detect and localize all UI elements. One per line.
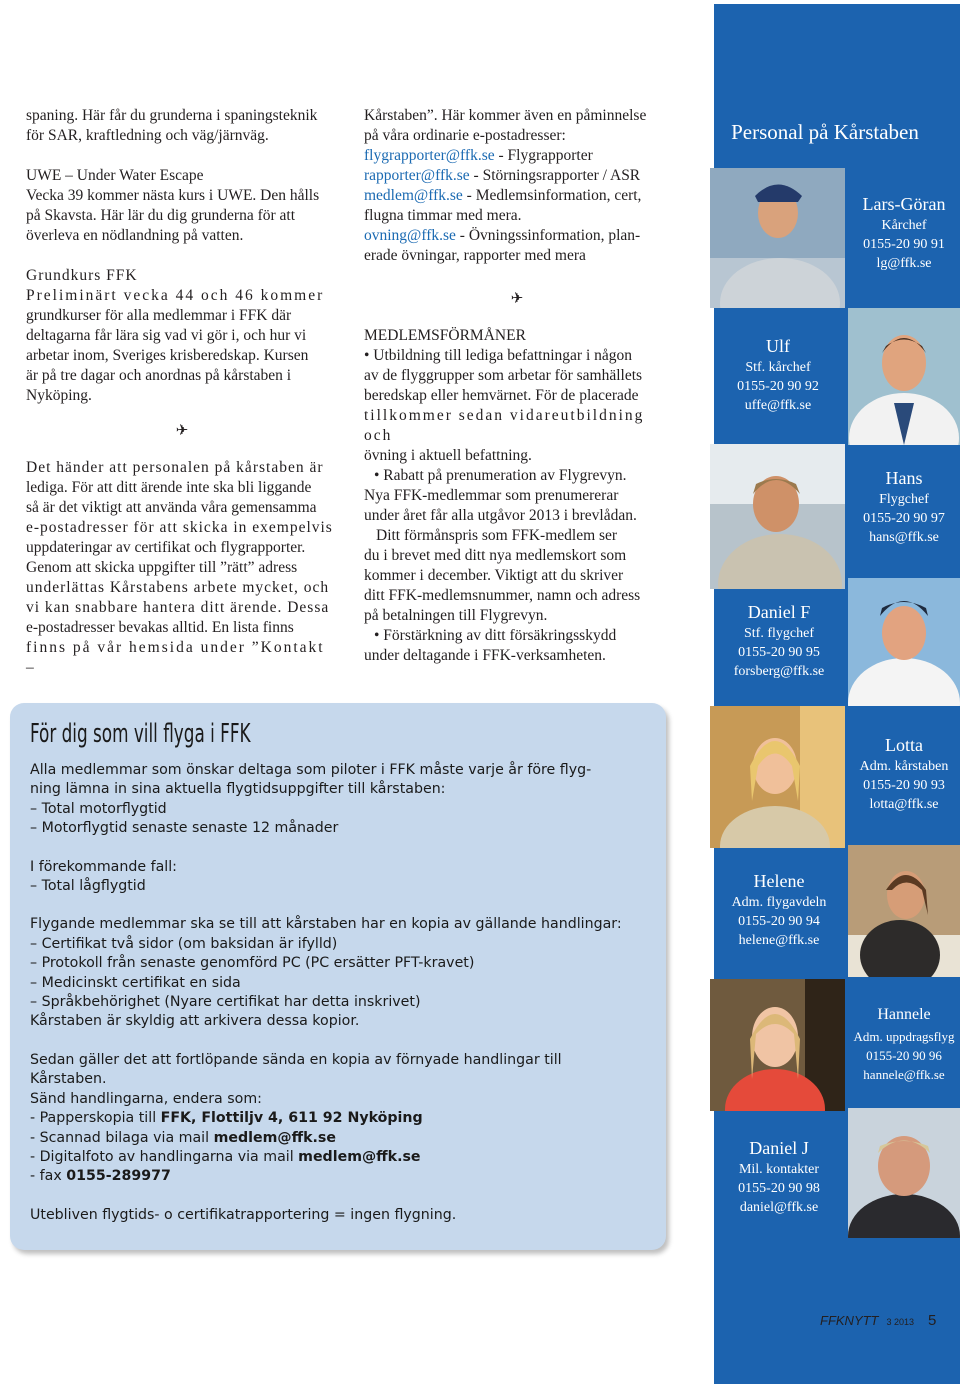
formaner-line: • Utbildning till lediga befattningar i någon — [364, 347, 633, 364]
staff-email[interactable]: daniel@ffk.se — [739, 1200, 819, 1215]
contact-line: e-postadresser för att skicka in exempelvis — [26, 519, 333, 536]
info-line: – Motorflygtid senaste senaste 12 månader — [30, 820, 339, 837]
formaner-line: kommer i december. Viktigt att du skriver — [364, 567, 624, 584]
info-line: – Total lågflygtid — [30, 878, 146, 895]
staff-card-daniel-j — [718, 1136, 840, 1217]
formaner-line: övning i aktuell befattning. — [364, 447, 532, 464]
info-line: – Protokoll från senaste genomförd PC (PC ersätter PFT-kravet) — [30, 955, 475, 972]
info-line: Flygande medlemmar ska se till att kårstaben har en kopia av gällande handlingar: — [30, 916, 622, 933]
page-footer — [820, 1312, 936, 1330]
staff-photo-hans — [710, 444, 845, 589]
staff-role: Flygchef — [879, 492, 929, 507]
formaner-line: under deltagande i FFK-verksamheten. — [364, 647, 606, 664]
email-row — [364, 186, 670, 206]
staff-panel-title: Personal på Kårstaben — [731, 120, 919, 144]
info-line: – Total motorflygtid — [30, 800, 167, 817]
staff-name: Lars-Göran — [862, 194, 946, 214]
staff-email[interactable]: helene@ffk.se — [738, 933, 820, 948]
staff-email[interactable]: hans@ffk.se — [869, 530, 939, 545]
contact-line: Genom att skicka uppgifter till ”rätt” adress — [26, 559, 298, 576]
info-line: Utebliven flygtids- o certifikatrapportering = ingen flygning. — [30, 1206, 457, 1223]
contact-line: lediga. För att ditt ärende inte ska bli liggande — [26, 479, 312, 496]
email-desc: - Övningssinformation, plan- — [455, 227, 641, 244]
grundkurs-line: arbetar inom, Sveriges krisberedskap. Kursen — [26, 347, 309, 364]
uwe-heading: UWE – Under Water Escape — [26, 167, 204, 184]
grundkurs-line: Nyköping. — [26, 387, 92, 404]
issue-number: 3 2013 — [886, 1317, 915, 1327]
info-box — [10, 703, 666, 1250]
staff-name: Lotta — [885, 735, 923, 755]
email-desc: - Medlemsinformation, cert, — [462, 187, 642, 204]
email-link[interactable]: medlem@ffk.se — [213, 1129, 336, 1146]
staff-role: Stf. kårchef — [745, 360, 811, 375]
email-row — [364, 166, 670, 186]
contact-line: så är det viktigt att använda våra gemensamma — [26, 499, 317, 516]
formaner-line: tillkommer sedan vidareutbildning och — [364, 407, 645, 444]
formaner-line: • Förstärkning av ditt försäkringsskydd — [374, 627, 617, 644]
staff-name: Daniel J — [749, 1138, 809, 1158]
staff-name: Ulf — [766, 336, 790, 356]
formaner-line: beredskap eller hemvärnet. För de placerade — [364, 387, 639, 404]
staff-email[interactable]: uffe@ffk.se — [744, 398, 812, 413]
uwe-line: Vecka 39 kommer nästa kurs i UWE. Den hålls — [26, 187, 320, 204]
info-line: Alla medlemmar som önskar deltaga som piloter i FFK måste varje år före flyg- — [30, 762, 592, 778]
staff-photo-lars-goran — [710, 168, 845, 308]
formaner-line: Ditt förmånspris som FFK-medlem ser — [376, 527, 618, 544]
staff-phone: 0155-20 90 92 — [737, 379, 819, 394]
email-row — [364, 226, 670, 246]
staff-photo-helene — [848, 845, 960, 977]
info-line: Kårstaben. — [30, 1071, 107, 1088]
formaner-line: av de flyggrupper som arbetar för samhällets — [364, 367, 643, 384]
staff-role: Adm. kårstaben — [859, 759, 949, 774]
plane-icon: ✈ — [175, 421, 189, 439]
staff-name: Hannele — [877, 1006, 931, 1023]
grundkurs-line: Preliminärt vecka 44 och 46 kommer — [26, 287, 325, 304]
staff-photo-ulf — [848, 308, 960, 445]
contact-line: uppdateringar av certifikat och flygrapporter. — [26, 539, 306, 556]
staff-phone: 0155-20 90 95 — [738, 645, 820, 660]
formaner-line: på betalningen till Flygrevyn. — [364, 607, 548, 624]
formaner-line: Nya FFK-medlemmar som prenumererar — [364, 487, 619, 504]
staff-role: Adm. uppdragsflyg — [853, 1029, 955, 1044]
contact-line: e-postadresser bevakas alltid. En lista finns — [26, 619, 294, 636]
staff-phone: 0155-20 90 94 — [738, 914, 820, 929]
staff-email[interactable]: forsberg@ffk.se — [733, 664, 825, 679]
formaner-line: ditt FFK-medlemsnummer, namn och adress — [364, 587, 641, 604]
grundkurs-line: är på tre dagar och anordnas på kårstaben i — [26, 367, 292, 384]
staff-photo-lotta — [710, 706, 845, 848]
staff-phone: 0155-20 90 97 — [863, 511, 945, 526]
formaner-line: du i brevet med ditt nya medlemskort som — [364, 547, 627, 564]
grundkurs-line: deltagarna får lära sig vad vi gör i, och hur vi — [26, 327, 307, 344]
staff-name: Hans — [885, 468, 923, 488]
staff-name: Helene — [753, 871, 805, 891]
formaner-line: • Rabatt på prenumeration av Flygrevyn. — [374, 467, 627, 484]
staff-photo-daniel-f — [848, 578, 960, 706]
staff-card-hans — [848, 466, 960, 547]
info-line: – Certifikat två sidor (om baksidan är ifylld) — [30, 935, 338, 952]
address: FFK, Flottiljv 4, 611 92 Nyköping — [160, 1110, 423, 1127]
info-line: – Medicinskt certifikat en sida — [30, 974, 241, 991]
email-desc: - Störningsrapporter / ASR — [469, 167, 641, 184]
info-line: Sedan gäller det att fortlöpande sända en kopia av förnyade handlingar till — [30, 1051, 562, 1068]
info-line: Kårstaben är skyldig att arkivera dessa kopior. — [30, 1013, 360, 1030]
staff-name: Daniel F — [747, 602, 811, 622]
info-line: - fax 0155-289977 — [30, 1168, 171, 1185]
staff-phone: 0155-20 90 98 — [738, 1181, 820, 1196]
email-link-ovning[interactable]: ovning@ffk.se — [364, 227, 456, 244]
column-1 — [26, 106, 338, 678]
fax-number: 0155-289977 — [66, 1168, 171, 1185]
email-desc-cont: flugna timmar med mera. — [364, 207, 522, 224]
info-line: – Språkbehörighet (Nyare certifikat har detta inskrivet) — [30, 994, 421, 1011]
intro-line: spaning. Här får du grunderna i spaningsteknik — [26, 107, 318, 124]
info-line: - Papperskopia till FFK, Flottiljv 4, 611 92 Nyköping — [30, 1110, 423, 1127]
staff-phone: 0155-20 90 91 — [863, 237, 945, 252]
column-2 — [364, 106, 670, 666]
contact-line: finns på vår hemsida under ”Kontakt – — [26, 639, 325, 676]
info-line: I förekommande fall: — [30, 858, 177, 875]
email-desc-cont: erade övningar, rapporter med mera — [364, 247, 586, 264]
staff-card-ulf — [718, 334, 838, 415]
magazine-name: FFKNYTT — [820, 1313, 879, 1328]
staff-card-helene — [718, 869, 840, 950]
uwe-line: överleva en nödlandning på vatten. — [26, 227, 244, 244]
kontakt-line: Kårstaben”. Här kommer även en påminnelse — [364, 107, 647, 124]
email-row — [364, 146, 670, 166]
contact-line: vi kan snabbare hantera ditt ärende. Dessa — [26, 599, 330, 616]
info-box-title: För dig som vill flyga i FFK — [30, 719, 251, 749]
contact-line: Det händer att personalen på kårstaben är — [26, 459, 324, 476]
staff-card-daniel-f — [718, 600, 840, 681]
formaner-line: under året får alla utgåvor 2013 i brevlådan. — [364, 507, 637, 524]
info-line: Sänd handlingarna, endera som: — [30, 1090, 262, 1107]
staff-phone: 0155-20 90 93 — [863, 778, 945, 793]
info-line: - Digitalfoto av handlingarna via mail medlem@ffk.se — [30, 1148, 421, 1165]
contact-line: underlättas Kårstabens arbete mycket, och — [26, 579, 330, 596]
staff-role: Mil. kontakter — [738, 1162, 820, 1177]
grundkurs-heading: Grundkurs FFK — [26, 267, 138, 284]
uwe-line: på Skavsta. Här lär du dig grunderna för att — [26, 207, 296, 224]
email-link-rapporter[interactable]: rapporter@ffk.se — [364, 167, 470, 184]
page-number: 5 — [928, 1312, 937, 1329]
intro-line: för SAR, kraftledning och väg/järnväg. — [26, 127, 269, 144]
email-link-flygrapporter[interactable]: flygrapporter@ffk.se — [364, 147, 495, 164]
staff-role: Adm. flygavdeln — [731, 895, 827, 910]
staff-photo-hannele — [710, 979, 845, 1111]
staff-email[interactable]: lotta@ffk.se — [869, 797, 939, 812]
staff-card-lotta — [848, 733, 960, 814]
staff-phone: 0155-20 90 96 — [866, 1048, 942, 1063]
email-link-medlem[interactable]: medlem@ffk.se — [364, 187, 463, 204]
email-desc: - Flygrapporter — [494, 147, 593, 164]
staff-card-lars-goran — [848, 192, 960, 273]
plane-icon: ✈ — [510, 289, 524, 307]
staff-card-hannele — [848, 1003, 960, 1084]
staff-role: Kårchef — [881, 218, 927, 233]
staff-photo-daniel-j — [848, 1108, 960, 1238]
staff-email[interactable]: lg@ffk.se — [876, 256, 932, 271]
staff-email[interactable]: hannele@ffk.se — [863, 1067, 945, 1082]
kontakt-line: på våra ordinarie e-postadresser: — [364, 127, 566, 144]
staff-role: Stf. flygchef — [744, 626, 814, 641]
email-link[interactable]: medlem@ffk.se — [298, 1148, 421, 1165]
formaner-heading: MEDLEMSFÖRMÅNER — [364, 327, 526, 344]
info-line: ning lämna in sina aktuella flygtidsuppgifter till kårstaben: — [30, 781, 446, 798]
grundkurs-line: grundkurser för alla medlemmar i FFK där — [26, 307, 292, 324]
info-line: - Scannad bilaga via mail medlem@ffk.se — [30, 1129, 336, 1146]
